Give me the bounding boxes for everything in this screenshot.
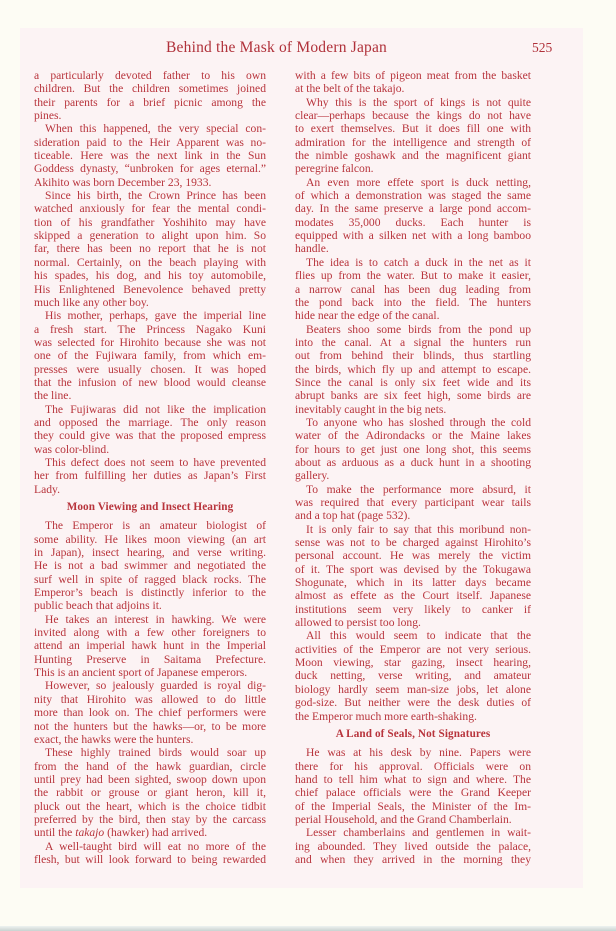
text-line: children. But the children sometimes joined xyxy=(34,82,266,96)
paragraph xyxy=(34,519,266,612)
text-line: biology hardly seem man-size jobs, let alone xyxy=(295,682,531,696)
text-line: When this happened, the very special con- xyxy=(45,122,266,136)
text-line: He takes an interest in hawking. We were xyxy=(45,612,266,626)
italic-term: takajo xyxy=(75,826,105,840)
text-line: clear—perhaps because the kings do not have xyxy=(295,109,531,123)
text-line: modates 35,000 ducks. Each hunter is xyxy=(295,215,531,229)
text-line: of it. The sport was devised by the Tokugawa xyxy=(295,562,531,576)
text-line: from the hand of the hawk guardian, circle xyxy=(34,759,266,773)
text-line: hide near the edge of the canal. xyxy=(295,309,440,323)
text-line: they could give was that the proposed empress xyxy=(34,429,266,443)
text-line: His mother, perhaps, gave the imperial line xyxy=(45,309,266,323)
book-page xyxy=(20,28,583,888)
section-heading: Moon Viewing and Insect Hearing xyxy=(66,501,234,513)
text-line: with a few bits of pigeon meat from the basket xyxy=(295,69,531,82)
paragraph xyxy=(34,309,266,402)
text-line: abrupt banks are six feet high, some birds are xyxy=(295,389,531,403)
text-line: peregrine falcon. xyxy=(295,162,374,176)
text-line: handle. xyxy=(295,242,329,256)
text-line: there for his approval. Officials were on xyxy=(295,759,531,773)
text-line: This defect does not seem to have prevented xyxy=(45,455,266,469)
text-line: Why this is the sport of kings is not quite xyxy=(306,95,531,109)
text-line: their parents for a brief picnic among the xyxy=(34,95,266,109)
text-line: the birds, which fly up and attempt to escape. xyxy=(295,362,531,376)
text-line: into the canal. At a signal the hunters run xyxy=(295,335,531,349)
text-line: Emperor’s beach is distinctly inferior to the xyxy=(34,586,266,600)
text-line: To anyone who has sloshed through the cold xyxy=(306,415,531,429)
text-line: to exert themselves. But it does fill one with xyxy=(295,122,531,136)
text-line: out from behind their blinds, thus startling xyxy=(295,349,531,363)
text-line: nity that Hirohito was allowed to do little xyxy=(34,692,266,706)
text-line: activities of the Emperor are not very serious. xyxy=(295,642,531,656)
paragraph xyxy=(295,483,531,523)
text-line: about as arduous as a duck hunt in a shooting xyxy=(295,455,531,469)
paragraph xyxy=(295,416,531,483)
paragraph xyxy=(295,826,531,866)
text-line: To make the performance more absurd, it xyxy=(306,482,531,496)
text-line: the Emperor much more earth-shaking. xyxy=(295,709,477,723)
paragraph xyxy=(34,189,266,309)
text-line: He is not a bad swimmer and negotiated the xyxy=(34,559,266,573)
paragraph xyxy=(295,323,531,416)
text-line: ticeable. Here was the next link in the Sun xyxy=(34,149,266,163)
text-line: ing abounded. They lived outside the palace, xyxy=(295,839,531,853)
left-column xyxy=(34,69,266,866)
text-line: invited along with a few other foreigners to xyxy=(34,626,266,640)
paragraph xyxy=(34,122,266,189)
text-line: in Japan), insect hearing, and verse writing. xyxy=(34,546,266,560)
scan-edge xyxy=(0,926,616,931)
text-line: until prey had been sighted, swoop down upon xyxy=(34,772,266,786)
text-line: and a top hat (page 532). xyxy=(295,509,411,523)
section-heading: A Land of Seals, Not Signatures xyxy=(335,727,491,740)
paragraph xyxy=(295,523,531,630)
text-line: day. In the same preserve a large pond accom- xyxy=(295,202,531,216)
text-line: hand to tell him what to sign and where. The xyxy=(295,772,531,786)
paragraph xyxy=(295,746,531,826)
text-line: flies up from the water. But to make it easier, xyxy=(295,269,531,283)
text-line: his spades, his dog, and his toy automobile, xyxy=(34,269,266,283)
text-line: was selected for Hirohito because she was not xyxy=(34,335,266,349)
text-line: surf well in spite of ragged black rocks. The xyxy=(34,572,266,586)
paragraph xyxy=(295,629,531,722)
paragraph xyxy=(295,176,531,256)
paragraph xyxy=(34,403,266,456)
text-line: duck netting, verse writing, and amateur xyxy=(295,669,531,683)
text-line: far, there has been no report that he is not xyxy=(34,242,266,256)
text-line: presses were usually chosen. It was hoped xyxy=(34,362,266,376)
text-line: the pond back into the field. The hunters xyxy=(295,295,531,309)
text-line: Lady. xyxy=(34,482,60,496)
text-line: pluck out the heart, which is the choice tidbit xyxy=(34,799,266,813)
text-line: public beach that adjoins it. xyxy=(34,599,162,613)
text-line: sense was not to be charged against Hirohito’s xyxy=(295,536,531,550)
text-line: However, so jealously guarded is royal dig- xyxy=(45,679,266,693)
text-line: This is an ancient sport of Japanese emperors. xyxy=(34,666,248,680)
text-span: (hawker) had arrived. xyxy=(104,826,208,840)
text-line: and when they arrived in the morning they xyxy=(295,852,531,866)
paragraph xyxy=(34,679,266,746)
paragraph xyxy=(295,96,531,176)
text-line: pines. xyxy=(34,109,62,123)
paragraph xyxy=(34,456,266,496)
text-line: perial Household, and the Grand Chamberlain. xyxy=(295,812,512,826)
text-line: admiration for the intelligence and strength of xyxy=(295,135,531,149)
text-line: The Emperor is an amateur biologist of xyxy=(45,519,266,533)
text-line: was required that every participant wear tails xyxy=(295,496,531,509)
text-line: much like any other boy. xyxy=(34,295,149,309)
text-line: a particularly devoted father to his own xyxy=(34,69,266,82)
paragraph xyxy=(34,613,266,680)
text-line: institutions seem very likely to canker if xyxy=(295,602,531,616)
text-line: equipped with a silken net with a long bamboo xyxy=(295,229,531,243)
text-line: All this would seem to indicate that the xyxy=(306,629,531,643)
text-line xyxy=(34,826,266,839)
text-line: tion of his grandfather Yoshihito may have xyxy=(34,215,266,229)
text-line: for hours to get just one long shot, this seems xyxy=(295,442,531,456)
text-line: It is only fair to say that this moribund non- xyxy=(306,522,531,536)
text-line: Goddess dynasty, “unbroken for ages eternal.” xyxy=(34,162,266,176)
text-line: the nimble goshawk and the magnificent giant xyxy=(295,149,531,163)
paragraph xyxy=(295,256,531,323)
text-line: His Enlightened Benevolence behaved pretty xyxy=(34,282,266,296)
text-line: normal. Certainly, on the beach playing with xyxy=(34,255,266,269)
text-line: almost as effete as the Court itself. Japanese xyxy=(295,589,531,603)
text-line: of the Imperial Seals, the Minister of the Im- xyxy=(295,799,531,813)
text-span: until the xyxy=(34,826,76,840)
text-line: A well-taught bird will eat no more of the xyxy=(45,839,266,853)
page-number: 525 xyxy=(532,40,553,55)
text-line: chief palace officials were the Grand Keeper xyxy=(295,786,531,800)
text-line: Since his birth, the Crown Prince has been xyxy=(45,189,266,203)
text-line: preferred by the bird, then stay by the carcass xyxy=(34,812,266,826)
running-title: Behind the Mask of Modern Japan xyxy=(166,39,388,56)
text-line: some ability. He likes moon viewing (an art xyxy=(34,532,266,546)
text-line: god-size. But neither were the desk duties of xyxy=(295,696,531,710)
text-line: exact, the hawks were the hunters. xyxy=(34,732,194,746)
text-line: one of the Fujiwara family, from which em- xyxy=(34,349,266,363)
text-line: and opposed the marriage. The only reason xyxy=(34,415,266,429)
text-line: The Fujiwaras did not like the implication xyxy=(45,402,266,416)
text-line: Lesser chamberlains and gentlemen in wait- xyxy=(306,826,531,840)
text-line: allowed to persist too long. xyxy=(295,616,421,630)
text-line: inevitably caught in the big nets. xyxy=(295,402,447,416)
text-line: sideration paid to the Heir Apparent was no- xyxy=(34,135,266,149)
text-line: Moon viewing, star gazing, insect hearing, xyxy=(295,656,531,670)
paragraph xyxy=(34,69,266,122)
text-line: a fresh start. The Princess Nagako Kuni xyxy=(34,322,266,336)
text-line: skipped a generation to alight upon him. So xyxy=(34,229,266,243)
text-line: Since the canal is only six feet wide and its xyxy=(295,375,531,389)
text-line: flesh, but will look forward to being rewarded xyxy=(34,852,266,866)
text-line: attend an imperial hawk hunt in the Imperial xyxy=(34,639,266,653)
text-line: a narrow canal has been dug leading from xyxy=(295,282,531,296)
text-line: not the hunters but the hawks—or, to be more xyxy=(34,719,266,733)
text-line: Akihito was born December 23, 1933. xyxy=(34,175,212,189)
text-line: watched anxiously for fear the mental condi- xyxy=(34,202,266,216)
text-line: water of the Adirondacks or the Maine lakes xyxy=(295,429,531,443)
text-line: An even more effete sport is duck netting, xyxy=(306,175,531,189)
text-line: Shogunate, which in its latter days became xyxy=(295,576,531,590)
text-line: The idea is to catch a duck in the net as it xyxy=(306,255,531,269)
paragraph xyxy=(34,840,266,867)
text-line: He was at his desk by nine. Papers were xyxy=(306,746,531,760)
text-line: personal account. He was merely the victim xyxy=(295,549,531,563)
paragraph xyxy=(295,69,531,96)
text-line: gallery. xyxy=(295,469,330,483)
text-line: more than look on. The chief performers were xyxy=(34,706,266,720)
text-line: her from fulfilling her duties as Japan’s First xyxy=(34,469,266,483)
right-column xyxy=(295,69,531,866)
text-line: These highly trained birds would soar up xyxy=(45,746,266,760)
text-line: the line. xyxy=(34,389,72,403)
text-line: at the belt of the takajo. xyxy=(295,82,405,96)
text-line: was color-blind. xyxy=(34,442,110,456)
text-line: Hunting Preserve in Saitama Prefecture. xyxy=(34,652,266,666)
text-line: that the infusion of new blood would cleanse xyxy=(34,375,266,389)
paragraph xyxy=(34,746,266,839)
text-line: Beaters shoo some birds from the pond up xyxy=(306,322,531,336)
text-line: the rabbit or grouse or giant heron, kill it, xyxy=(34,786,266,800)
text-line: of which a demonstration was staged the same xyxy=(295,189,531,203)
